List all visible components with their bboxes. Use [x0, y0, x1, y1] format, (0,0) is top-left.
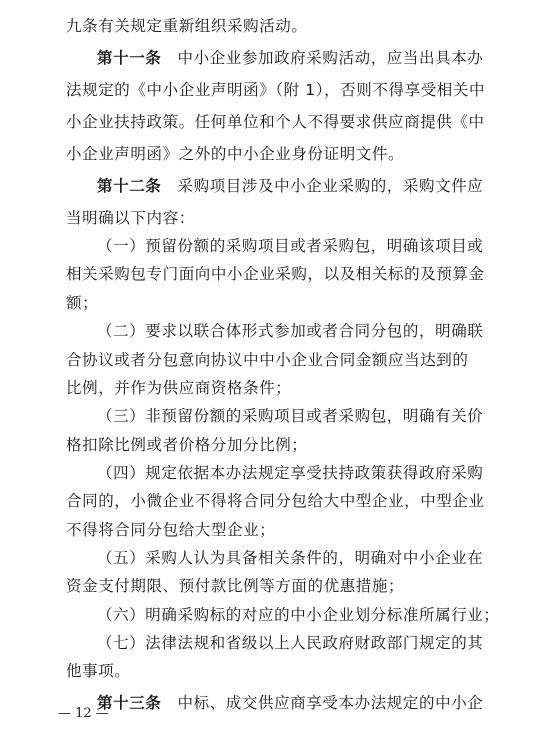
list-item-3: （三）非预留份额的采购项目或者采购包，明确有关价: [97, 407, 484, 425]
text-line: 他事项。: [66, 662, 131, 680]
list-item-1: （一）预留份额的采购项目或者采购包，明确该项目或: [97, 237, 484, 255]
text-line: 合同的，小微企业不得将合同分包给大中型企业，中型企业: [66, 492, 485, 510]
text-line: 额；: [66, 294, 99, 312]
text-line: 不得将合同分包给大型企业；: [66, 521, 276, 539]
text-line: 格扣除比例或者价格分加分比例；: [66, 436, 308, 454]
article-11-line: 第十一条 中小企业参加政府采购活动，应当出具本办: [97, 49, 484, 67]
article-13-line: 第十三条 中标、成交供应商享受本办法规定的中小企: [97, 694, 484, 712]
text-line: 九条有关规定重新组织采购活动。: [66, 17, 308, 35]
list-item-4: （四）规定依据本办法规定享受扶持政策获得政府采购: [97, 464, 484, 482]
article-heading: 第十一条: [97, 49, 162, 67]
text-line: 小企业声明函》之外的中小企业身份证明文件。: [66, 145, 405, 163]
article-heading: 第十二条: [97, 177, 162, 195]
text-line: 资金支付期限、预付款比例等方面的优惠措施；: [66, 577, 405, 595]
list-item-7: （七）法律法规和省级以上人民政府财政部门规定的其: [97, 634, 484, 652]
text-line: 相关采购包专门面向中小企业采购，以及相关标的及预算金: [66, 265, 485, 283]
text-line: 比例，并作为供应商资格条件；: [66, 379, 292, 397]
list-item-6: （六）明确采购标的对应的中小企业划分标准所属行业；: [97, 606, 500, 624]
article-12-line: 第十二条 采购项目涉及中小企业采购的，采购文件应: [97, 177, 484, 195]
text-line: 当明确以下内容：: [66, 209, 195, 227]
text-line: 小企业扶持政策。任何单位和个人不得要求供应商提供《中: [66, 113, 485, 131]
article-heading: 第十三条: [97, 694, 162, 712]
text-line: 法规定的《中小企业声明函》（附 1），否则不得享受相关中: [66, 81, 486, 99]
text-line: 合协议或者分包意向协议中中小企业合同金额应当达到的: [66, 351, 469, 369]
list-item-5: （五）采购人认为具备相关条件的，明确对中小企业在: [97, 549, 484, 567]
page-number: — 12 —: [58, 706, 109, 721]
list-item-2: （二）要求以联合体形式参加或者合同分包的，明确联: [97, 322, 484, 340]
